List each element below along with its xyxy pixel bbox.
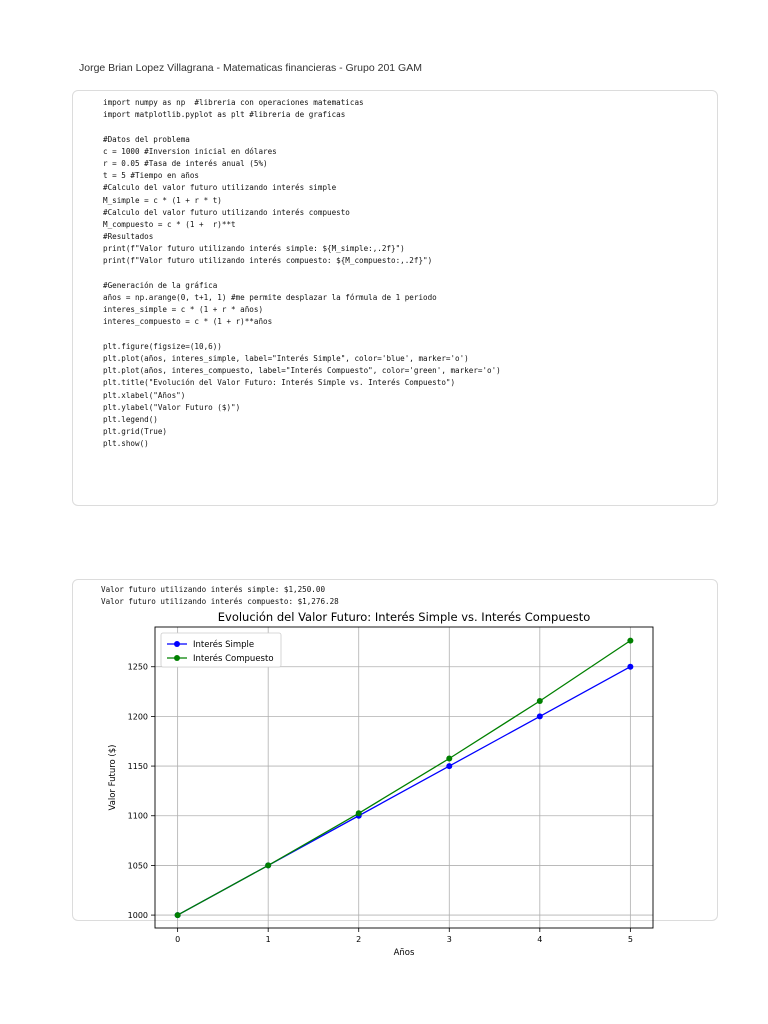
code-line: M_compuesto = c * (1 + r)**t [103,219,236,229]
y-tick-label: 1100 [127,811,148,821]
y-tick-label: 1200 [127,712,148,722]
code-line [103,329,501,341]
data-point-series-0 [446,763,452,769]
legend-label: Interés Compuesto [193,654,274,664]
y-tick-label: 1050 [127,861,148,871]
code-line: c = 1000 #Inversion inicial en dólares [103,146,277,156]
document-header: Jorge Brian Lopez Villagrana - Matematicas financieras - Grupo 201 GAM [79,62,422,74]
code-line: plt.show() [103,439,149,449]
output-line: Valor futuro utilizando interés compuesto: $1,276.28 [101,596,339,606]
code-line: plt.plot(años, interes_simple, label="Interés Simple", color='blue', marker='o') [103,353,469,363]
legend-label: Interés Simple [193,640,255,650]
data-point-series-1 [446,755,452,761]
y-tick-label: 1000 [127,911,148,921]
legend-marker [174,641,180,647]
y-tick-label: 1150 [127,762,148,772]
x-tick-label: 0 [175,935,181,944]
code-line: plt.plot(años, interes_compuesto, label="Interés Compuesto", color='green', marker='o') [103,366,501,376]
x-tick-label: 2 [356,935,362,944]
code-line: import numpy as np #libreria con operaciones matematicas [103,98,364,107]
output-line: Valor futuro utilizando interés simple: $1,250.00 [101,585,326,594]
output-cell [72,579,718,958]
code-line: import matplotlib.pyplot as plt #libreria de graficas [103,110,346,120]
code-line: print(f"Valor futuro utilizando interés compuesto: ${M_compuesto:,.2f}") [103,256,433,266]
x-tick-label: 5 [627,935,633,944]
data-point-series-1 [265,862,271,868]
code-line: #Generación de la gráfica [103,280,218,290]
code-line: print(f"Valor futuro utilizando interés simple: ${M_simple:,.2f}") [103,244,405,254]
data-point-series-0 [627,664,633,670]
y-axis-label: Valor Futuro ($) [108,744,118,811]
code-line: M_simple = c * (1 + r * t) [103,195,222,205]
code-line: plt.ylabel("Valor Futuro ($)") [103,402,241,412]
chart-title: Evolución del Valor Futuro: Interés Simple vs. Interés Compuesto [217,610,591,624]
code-line: años = np.arange(0, t+1, 1) #me permite desplazar la fórmula de 1 periodo [103,293,437,302]
x-tick-label: 1 [265,935,271,944]
data-point-series-1 [175,912,181,918]
code-line: #Resultados [103,232,154,242]
code-line: #Calculo del valor futuro utilizando interés simple [103,183,337,193]
code-cell[interactable] [72,90,718,506]
code-line: #Calculo del valor futuro utilizando interés compuesto [103,207,350,217]
future-value-chart [73,580,717,958]
x-tick-label: 4 [537,935,543,944]
x-tick-label: 3 [446,935,452,944]
plot-frame [155,627,653,928]
code-line: interes_simple = c * (1 + r * años) [103,305,264,315]
data-point-series-1 [537,698,543,704]
legend-marker [174,655,180,661]
code-line: plt.legend() [103,414,158,424]
y-tick-label: 1250 [127,662,148,672]
code-line [103,121,501,133]
data-point-series-0 [537,713,543,719]
code-line: t = 5 #Tiempo en años [103,171,200,181]
data-point-series-1 [627,638,633,644]
data-point-series-1 [356,810,362,816]
code-line: plt.xlabel("Años") [103,390,186,400]
code-line: plt.figure(figsize=(10,6)) [103,341,222,351]
code-line [103,268,501,280]
code-block[interactable] [103,97,501,450]
series-line-1 [178,641,631,915]
x-axis-label: Años [393,948,415,958]
code-line: plt.grid(True) [103,427,168,437]
code-line: #Datos del problema [103,134,190,144]
code-line: plt.title("Evolución del Valor Futuro: Interés Simple vs. Interés Compuesto") [103,378,456,388]
code-line: r = 0.05 #Tasa de interés anual (5%) [103,158,268,168]
code-line: interes_compuesto = c * (1 + r)**años [103,317,273,327]
